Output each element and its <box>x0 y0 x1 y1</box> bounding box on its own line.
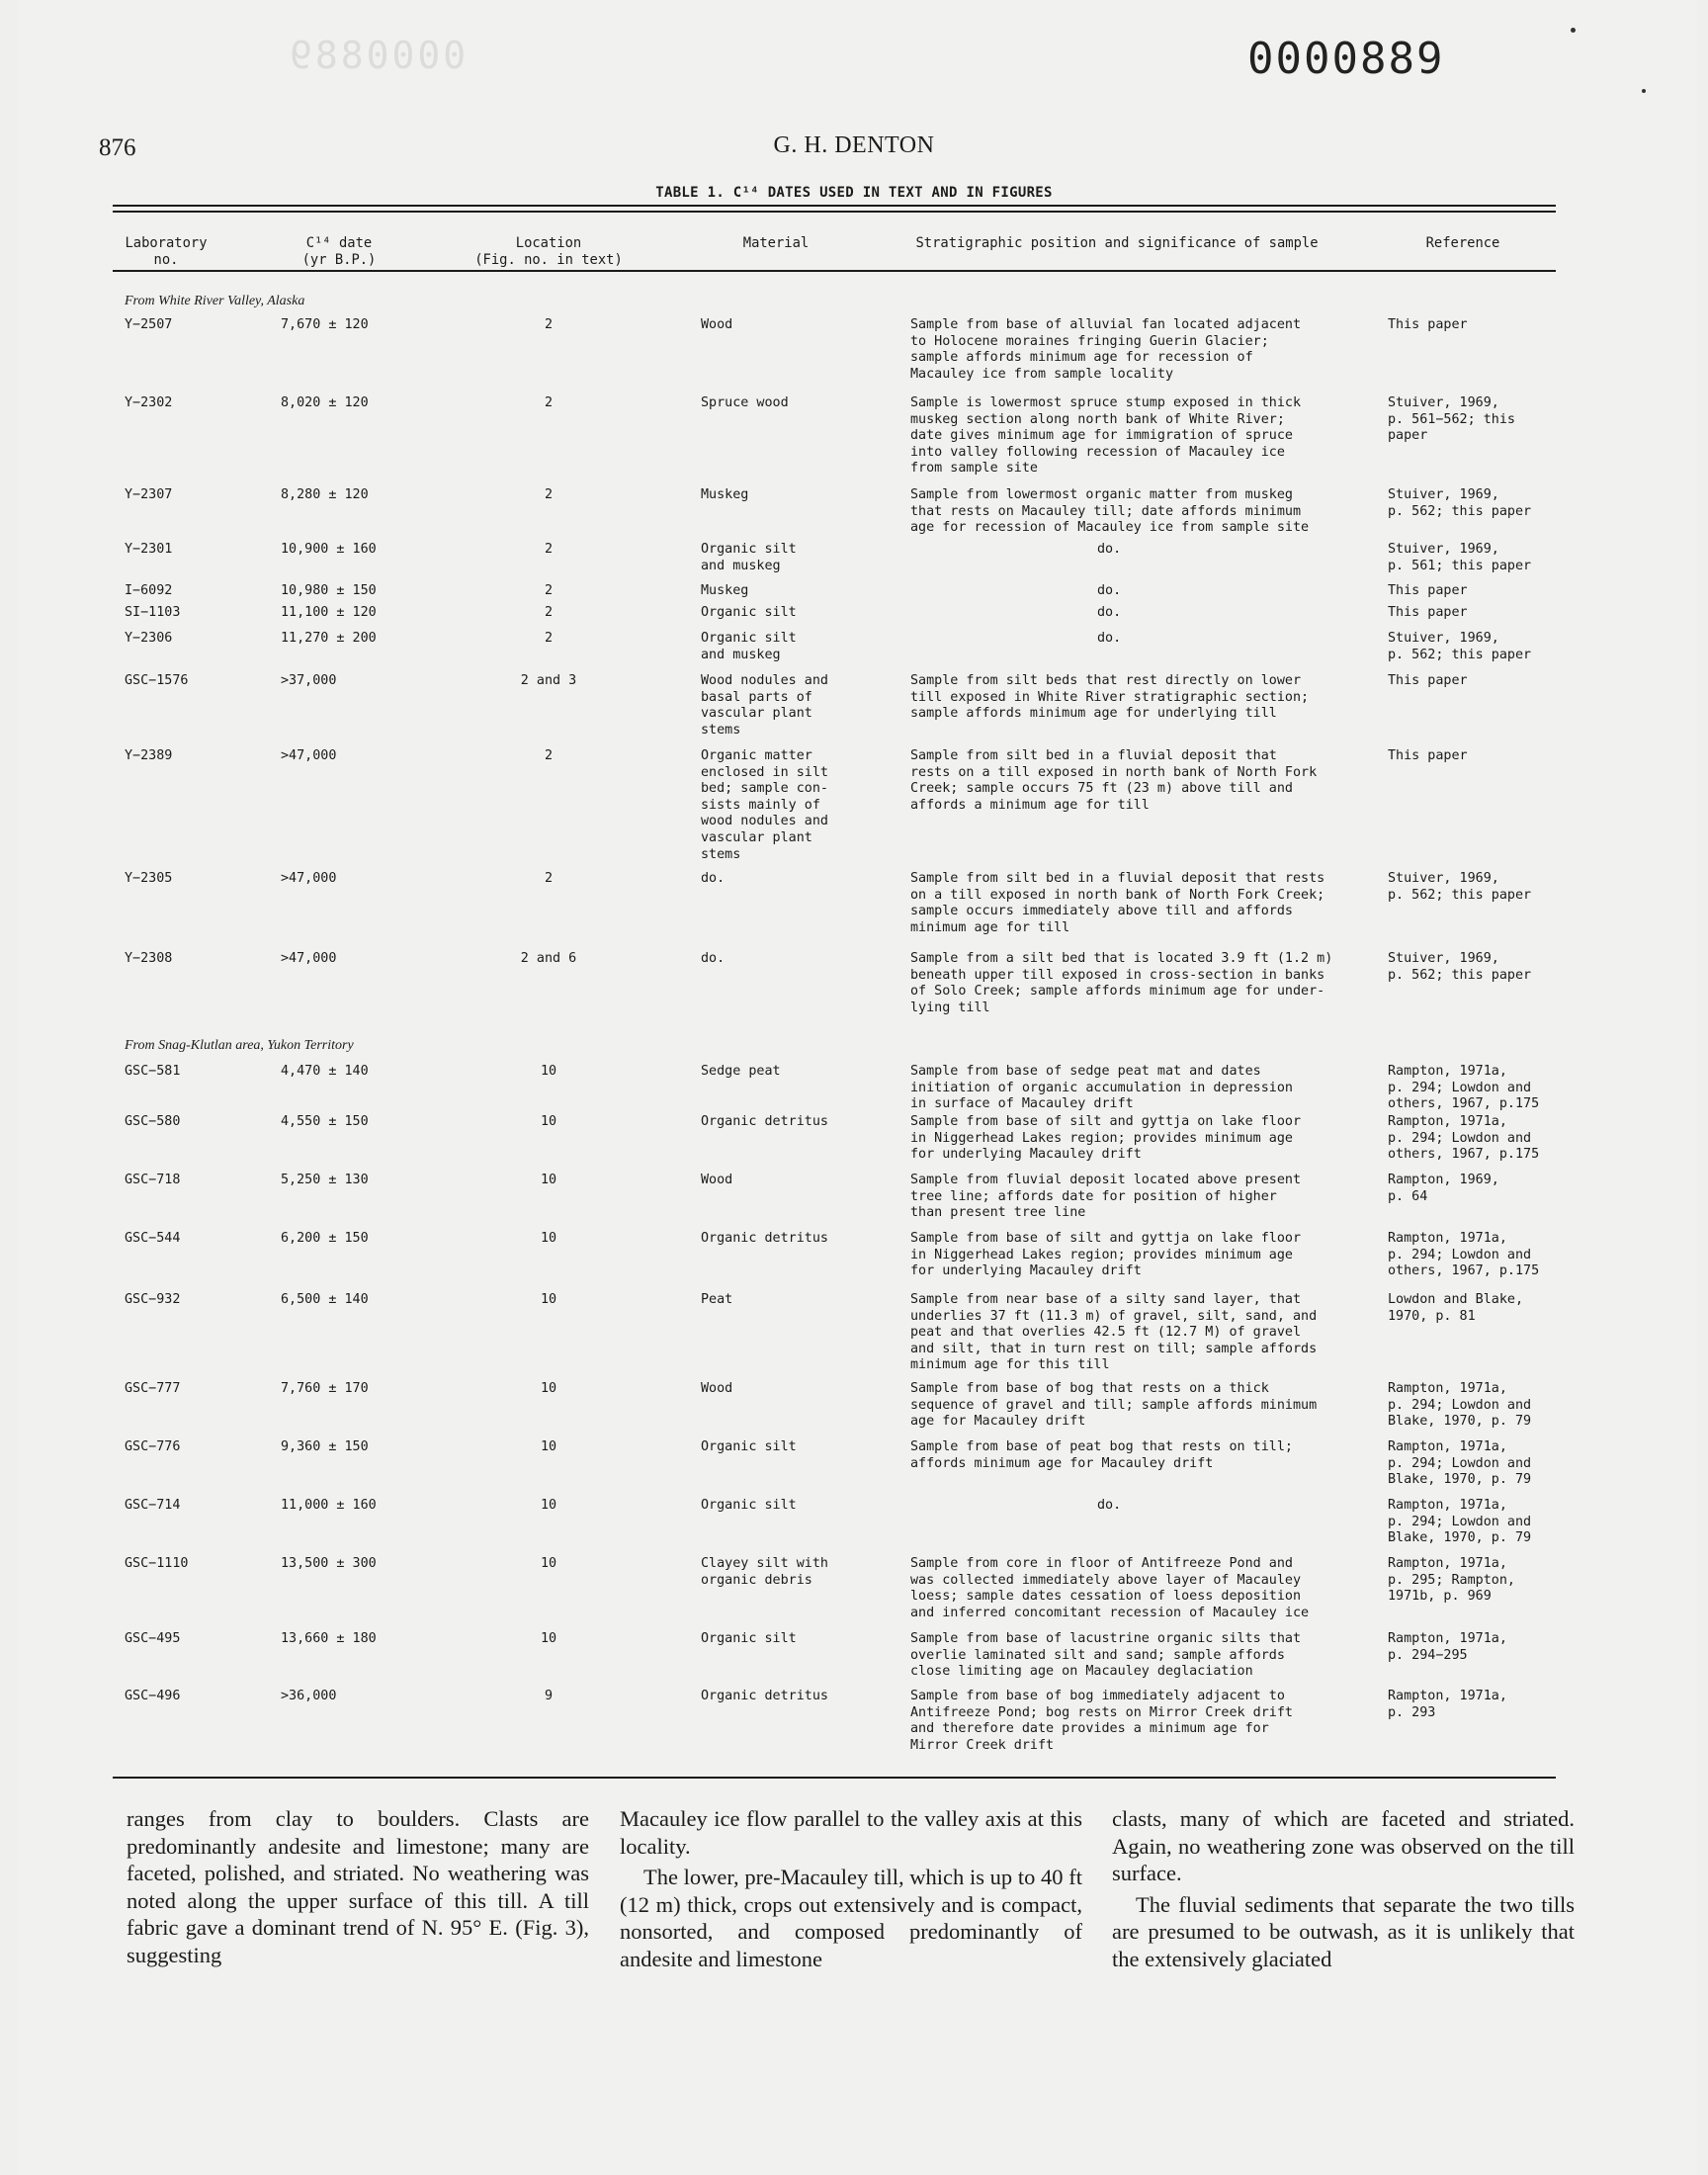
paragraph: clasts, many of which are faceted and striated. Again, no weathering zone was observed on the till surface. <box>1112 1806 1575 1886</box>
cell-lab-no: GSC−714 <box>125 1498 181 1513</box>
cell-lab-no: GSC−580 <box>125 1114 181 1129</box>
cell-c14-date: 10,980 ± 150 <box>281 583 377 598</box>
cell-reference: This paper <box>1388 673 1468 688</box>
cell-location: 2 and 3 <box>520 673 577 688</box>
cell-location: 2 <box>544 395 554 410</box>
cell-material: do. <box>701 951 726 966</box>
header-reference: Reference <box>1425 235 1500 251</box>
cell-c14-date: 8,020 ± 120 <box>281 395 369 410</box>
cell-reference: This paper <box>1388 748 1468 763</box>
cell-strat-position: Sample from base of silt and gyttja on lake floor in Niggerhead Lakes region; provides minimum age for underlying Macauley drift <box>910 1114 1302 1163</box>
cell-c14-date: 8,280 ± 120 <box>281 487 369 502</box>
cell-material: do. <box>701 871 726 886</box>
cell-location: 10 <box>540 1631 557 1646</box>
cell-c14-date: 13,500 ± 300 <box>281 1556 377 1571</box>
cell-material: Muskeg <box>701 487 749 502</box>
header-location: Location (Fig. no. in text) <box>474 235 623 268</box>
speck <box>1642 89 1646 93</box>
cell-material: Organic silt <box>701 605 797 620</box>
cell-c14-date: 5,250 ± 130 <box>281 1173 369 1187</box>
cell-reference: Rampton, 1971a, p. 295; Rampton, 1971b, p. 969 <box>1388 1556 1515 1605</box>
cell-lab-no: Y−2308 <box>125 951 173 966</box>
cell-reference: Rampton, 1971a, p. 294; Lowdon and others, 1967, p.175 <box>1388 1231 1540 1279</box>
section-heading: From Snag-Klutlan area, Yukon Territory <box>125 1038 354 1053</box>
cell-c14-date: 6,200 ± 150 <box>281 1231 369 1246</box>
document-stamp-number: 0000889 <box>1247 34 1445 84</box>
cell-c14-date: 10,900 ± 160 <box>281 542 377 557</box>
cell-location: 2 <box>544 583 554 598</box>
body-column-1 <box>127 1805 589 1969</box>
cell-lab-no: Y−2305 <box>125 871 173 886</box>
cell-reference: Rampton, 1971a, p. 294; Lowdon and Blake, 1970, p. 79 <box>1388 1439 1532 1488</box>
cell-location: 2 <box>544 605 554 620</box>
cell-strat-position: Sample from base of sedge peat mat and dates initiation of organic accumulation in depression in surface of Macauley drift <box>910 1064 1293 1112</box>
cell-material: Organic detritus <box>701 1231 828 1246</box>
cell-lab-no: GSC−1110 <box>125 1556 189 1571</box>
cell-material: Organic silt and muskeg <box>701 631 797 662</box>
cell-material: Wood <box>701 317 733 332</box>
cell-c14-date: 11,000 ± 160 <box>281 1498 377 1513</box>
cell-location: 10 <box>540 1173 557 1187</box>
cell-material: Muskeg <box>701 583 749 598</box>
cell-location: 10 <box>540 1064 557 1079</box>
cell-reference: Stuiver, 1969, p. 562; this paper <box>1388 951 1532 983</box>
header-strat: Stratigraphic position and significance of sample <box>915 235 1319 251</box>
cell-lab-no: GSC−581 <box>125 1064 181 1079</box>
cell-location: 2 <box>544 748 554 763</box>
cell-lab-no: Y−2507 <box>125 317 173 332</box>
cell-reference: Lowdon and Blake, 1970, p. 81 <box>1388 1292 1524 1324</box>
cell-c14-date: 13,660 ± 180 <box>281 1631 377 1646</box>
cell-location: 10 <box>540 1292 557 1307</box>
paragraph: The lower, pre-Macauley till, which is up to 40 ft (12 m) thick, crops out extensively and is compact, nonsorted, and composed predominantly of andesite and limestone <box>620 1865 1082 1971</box>
cell-strat-position: Sample from a silt bed that is located 3.9 ft (1.2 m) beneath upper till exposed in cross-section in banks of Solo Creek; sample affords minimum age for under- lying till <box>910 951 1333 1015</box>
cell-location: 2 <box>544 487 554 502</box>
cell-reference: Stuiver, 1969, p. 561−562; this paper <box>1388 395 1515 444</box>
cell-reference: Rampton, 1971a, p. 293 <box>1388 1689 1507 1720</box>
cell-lab-no: Y−2389 <box>125 748 173 763</box>
body-column-3 <box>1112 1805 1575 1973</box>
cell-material: Peat <box>701 1292 733 1307</box>
cell-location: 2 <box>544 317 554 332</box>
cell-strat-position: Sample from base of alluvial fan located adjacent to Holocene moraines fringing Guerin Glacier; sample affords minimum age for recession of Macauley ice from sample locality <box>910 317 1302 382</box>
cell-strat-position: Sample from silt bed in a fluvial deposit that rests on a till exposed in north bank of North Fork Creek; sample occurs 75 ft (23 m) above till and affords a minimum age for till <box>910 748 1318 813</box>
paragraph: ranges from clay to boulders. Clasts are predominantly andesite and limestone; many are faceted, polished, and striated. No weathering was noted along the upper surface of this till. A till fabric gave a dominant trend of N. 95° E. (Fig. 3), suggesting <box>127 1806 589 1967</box>
cell-reference: This paper <box>1388 605 1468 620</box>
running-head: G. H. DENTON <box>773 132 935 158</box>
cell-c14-date: >47,000 <box>281 951 337 966</box>
cell-lab-no: Y−2302 <box>125 395 173 410</box>
cell-reference: This paper <box>1388 317 1468 332</box>
cell-location: 2 <box>544 631 554 646</box>
cell-lab-no: GSC−777 <box>125 1381 181 1396</box>
cell-lab-no: GSC−932 <box>125 1292 181 1307</box>
cell-lab-no: Y−2301 <box>125 542 173 557</box>
cell-reference: Stuiver, 1969, p. 562; this paper <box>1388 871 1532 903</box>
header-material: Material <box>742 235 810 251</box>
cell-lab-no: GSC−496 <box>125 1689 181 1703</box>
cell-material: Organic silt <box>701 1631 797 1646</box>
cell-location: 10 <box>540 1439 557 1454</box>
cell-reference: This paper <box>1388 583 1468 598</box>
cell-strat-position: Sample is lowermost spruce stump exposed in thick muskeg section along north bank of White River; date gives minimum age for immigration of spruce into valley following recession of Macauley ice from sample site <box>910 395 1302 477</box>
cell-c14-date: 4,470 ± 140 <box>281 1064 369 1079</box>
table-top-rule-2 <box>113 211 1556 213</box>
header-lab: Laboratory no. <box>125 235 208 268</box>
cell-reference: Stuiver, 1969, p. 562; this paper <box>1388 631 1532 662</box>
cell-lab-no: GSC−1576 <box>125 673 189 688</box>
cell-strat-position: do. <box>1097 1498 1122 1513</box>
header-date: C¹⁴ date (yr B.P.) <box>301 235 377 268</box>
cell-strat-position: do. <box>1097 542 1122 557</box>
cell-strat-position: Sample from near base of a silty sand layer, that underlies 37 ft (11.3 m) of gravel, silt, sand, and peat and that overlies 42.5 ft (12.7 M) of gravel and silt, that in turn rest on till; sample affords minimum age for this till <box>910 1292 1318 1373</box>
cell-lab-no: GSC−776 <box>125 1439 181 1454</box>
cell-reference: Stuiver, 1969, p. 562; this paper <box>1388 487 1532 519</box>
cell-c14-date: 11,100 ± 120 <box>281 605 377 620</box>
cell-reference: Rampton, 1969, p. 64 <box>1388 1173 1499 1204</box>
table-header-rule <box>113 270 1556 272</box>
cell-strat-position: Sample from lowermost organic matter from muskeg that rests on Macauley till; date affords minimum age for recession of Macauley ice from sample site <box>910 487 1310 536</box>
section-heading: From White River Valley, Alaska <box>125 294 305 308</box>
cell-lab-no: GSC−718 <box>125 1173 181 1187</box>
cell-material: Spruce wood <box>701 395 789 410</box>
paragraph: The fluvial sediments that separate the two tills are presumed to be outwash, as it is unlikely that the extensively glaciated <box>1112 1891 1575 1971</box>
cell-location: 10 <box>540 1231 557 1246</box>
cell-c14-date: >36,000 <box>281 1689 337 1703</box>
cell-material: Organic detritus <box>701 1114 828 1129</box>
cell-strat-position: Sample from silt beds that rest directly on lower till exposed in White River stratigraphic section; sample affords minimum age for underlying till <box>910 673 1310 722</box>
cell-lab-no: SI−1103 <box>125 605 181 620</box>
cell-reference: Rampton, 1971a, p. 294−295 <box>1388 1631 1507 1663</box>
cell-c14-date: 7,670 ± 120 <box>281 317 369 332</box>
cell-location: 2 <box>544 871 554 886</box>
cell-material: Organic silt <box>701 1439 797 1454</box>
cell-material: Wood <box>701 1173 733 1187</box>
bleed-through-stamp: 0000889 <box>287 34 467 77</box>
cell-material: Wood nodules and basal parts of vascular plant stems <box>701 673 828 738</box>
cell-c14-date: >37,000 <box>281 673 337 688</box>
cell-strat-position: do. <box>1097 631 1122 646</box>
cell-reference: Rampton, 1971a, p. 294; Lowdon and others, 1967, p.175 <box>1388 1114 1540 1163</box>
cell-c14-date: >47,000 <box>281 871 337 886</box>
cell-strat-position: Sample from silt bed in a fluvial deposit that rests on a till exposed in north bank of North Fork Creek; sample occurs immediately above till and affords minimum age for till <box>910 871 1325 935</box>
cell-lab-no: I−6092 <box>125 583 173 598</box>
cell-lab-no: Y−2306 <box>125 631 173 646</box>
cell-material: Organic silt and muskeg <box>701 542 797 573</box>
cell-location: 10 <box>540 1498 557 1513</box>
cell-location: 10 <box>540 1381 557 1396</box>
cell-material: Clayey silt with organic debris <box>701 1556 828 1588</box>
cell-strat-position: Sample from base of bog immediately adjacent to Antifreeze Pond; bog rests on Mirror Creek drift and therefore date provides a minimum age for Mirror Creek drift <box>910 1689 1293 1753</box>
cell-c14-date: 7,760 ± 170 <box>281 1381 369 1396</box>
cell-lab-no: GSC−544 <box>125 1231 181 1246</box>
cell-strat-position: Sample from core in floor of Antifreeze Pond and was collected immediately above layer of Macauley loess; sample dates cessation of loess deposition and inferred concomitant recession of Macauley ice <box>910 1556 1310 1620</box>
cell-c14-date: 4,550 ± 150 <box>281 1114 369 1129</box>
cell-material: Sedge peat <box>701 1064 781 1079</box>
cell-location: 10 <box>540 1556 557 1571</box>
cell-reference: Stuiver, 1969, p. 561; this paper <box>1388 542 1532 573</box>
cell-c14-date: 9,360 ± 150 <box>281 1439 369 1454</box>
cell-lab-no: Y−2307 <box>125 487 173 502</box>
cell-location: 2 <box>544 542 554 557</box>
page-number: 876 <box>99 134 136 161</box>
paragraph: Macauley ice flow parallel to the valley axis at this locality. <box>620 1806 1082 1859</box>
cell-c14-date: 6,500 ± 140 <box>281 1292 369 1307</box>
cell-strat-position: Sample from fluvial deposit located above present tree line; affords date for position of higher than present tree line <box>910 1173 1302 1221</box>
cell-material: Organic matter enclosed in silt bed; sample con- sists mainly of wood nodules and vascular plant stems <box>701 748 828 862</box>
cell-material: Wood <box>701 1381 733 1396</box>
cell-lab-no: GSC−495 <box>125 1631 181 1646</box>
cell-reference: Rampton, 1971a, p. 294; Lowdon and others, 1967, p.175 <box>1388 1064 1540 1112</box>
cell-location: 9 <box>544 1689 554 1703</box>
cell-strat-position: Sample from base of peat bog that rests on till; affords minimum age for Macauley drift <box>910 1439 1293 1471</box>
cell-location: 10 <box>540 1114 557 1129</box>
cell-strat-position: do. <box>1097 583 1122 598</box>
table-title: TABLE 1. C¹⁴ DATES USED IN TEXT AND IN FIGURES <box>655 185 1053 201</box>
cell-reference: Rampton, 1971a, p. 294; Lowdon and Blake, 1970, p. 79 <box>1388 1498 1532 1546</box>
cell-strat-position: Sample from base of lacustrine organic silts that overlie laminated silt and sand; sample affords close limiting age on Macauley deglaciation <box>910 1631 1302 1680</box>
cell-c14-date: >47,000 <box>281 748 337 763</box>
cell-c14-date: 11,270 ± 200 <box>281 631 377 646</box>
cell-strat-position: do. <box>1097 605 1122 620</box>
cell-strat-position: Sample from base of bog that rests on a thick sequence of gravel and till; sample affords minimum age for Macauley drift <box>910 1381 1318 1430</box>
cell-material: Organic detritus <box>701 1689 828 1703</box>
speck <box>1571 28 1576 33</box>
cell-material: Organic silt <box>701 1498 797 1513</box>
table-top-rule <box>113 205 1556 207</box>
cell-reference: Rampton, 1971a, p. 294; Lowdon and Blake, 1970, p. 79 <box>1388 1381 1532 1430</box>
table-bottom-rule <box>113 1777 1556 1779</box>
cell-strat-position: Sample from base of silt and gyttja on lake floor in Niggerhead Lakes region; provides minimum age for underlying Macauley drift <box>910 1231 1302 1279</box>
body-column-2 <box>620 1805 1082 1973</box>
cell-location: 2 and 6 <box>520 951 577 966</box>
